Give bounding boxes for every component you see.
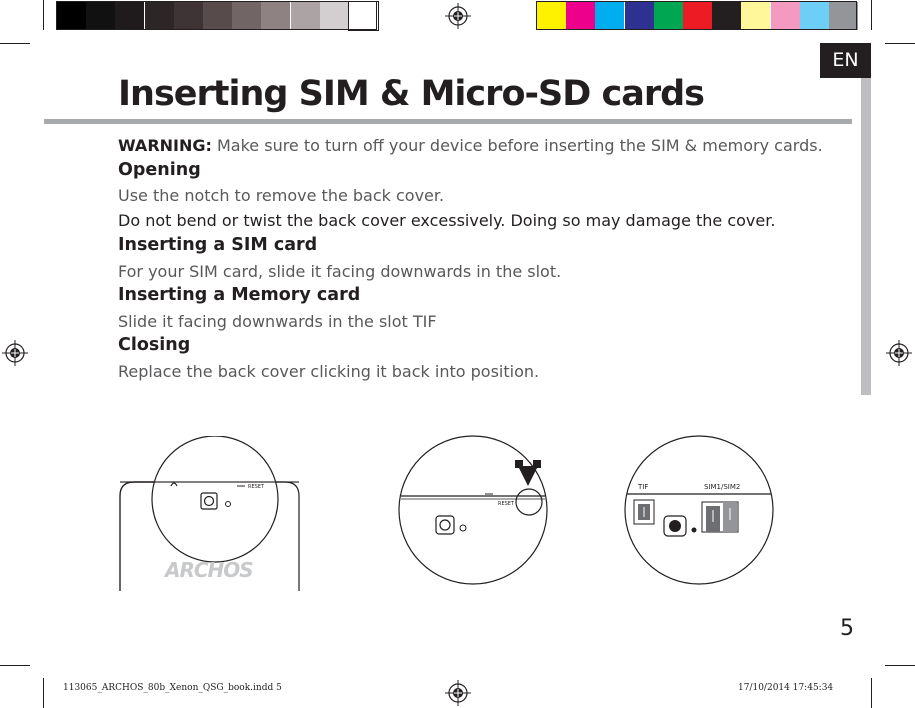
title-rule (44, 119, 852, 124)
slug-datetime: 17/10/2014 17:45:34 (738, 683, 834, 693)
closing-heading: Closing (118, 335, 191, 355)
crop-mark (885, 665, 915, 666)
tablet-back-illustration (115, 436, 305, 592)
reset-label: RESET (248, 484, 265, 490)
page-side-bar (861, 78, 871, 395)
registration-mark-icon (445, 3, 471, 29)
warning-text: Make sure to turn off your device before inserting the SIM & memory cards. (211, 136, 823, 155)
memory-line-1: Slide it facing downwards in the slot TIF (118, 312, 437, 331)
memory-heading: Inserting a Memory card (118, 285, 361, 305)
color-bar-frame (56, 1, 377, 30)
crop-mark (0, 43, 30, 44)
page-number: 5 (840, 616, 854, 641)
sim-line-1: For your SIM card, slide it facing downwards in the slot. (118, 262, 562, 281)
sim-heading: Inserting a SIM card (118, 235, 318, 255)
closing-line-1: Replace the back cover clicking it back into position. (118, 362, 540, 381)
slug-file-info: 113065_ARCHOS_80b_Xenon_QSG_book.indd 5 (63, 683, 282, 693)
warning-line (118, 136, 823, 155)
registration-mark-icon (445, 680, 471, 706)
warning-label: WARNING: (118, 136, 212, 155)
card-slots-illustration (624, 432, 776, 588)
opening-line-1: Use the notch to remove the back cover. (118, 186, 445, 205)
registration-mark-icon (2, 340, 28, 366)
color-bar-frame (536, 1, 857, 30)
sim-label: SIM1/SIM2 (704, 483, 741, 491)
crop-mark (871, 0, 872, 30)
crop-mark (43, 678, 44, 708)
crop-mark (885, 43, 915, 44)
opening-heading: Opening (118, 160, 201, 180)
tif-label: TIF (638, 483, 649, 491)
notch-closeup-illustration (398, 432, 550, 588)
registration-mark-icon (886, 340, 912, 366)
crop-mark (43, 0, 44, 30)
crop-mark (0, 665, 30, 666)
language-tab: EN (820, 43, 871, 78)
opening-line-2: Do not bend or twist the back cover excessively. Doing so may damage the cover. (118, 211, 776, 230)
archos-logo: ARCHOS (165, 558, 253, 582)
crop-mark (871, 678, 872, 708)
reset-label: RESET (498, 501, 515, 507)
page-title: Inserting SIM & Micro-SD cards (118, 74, 704, 114)
